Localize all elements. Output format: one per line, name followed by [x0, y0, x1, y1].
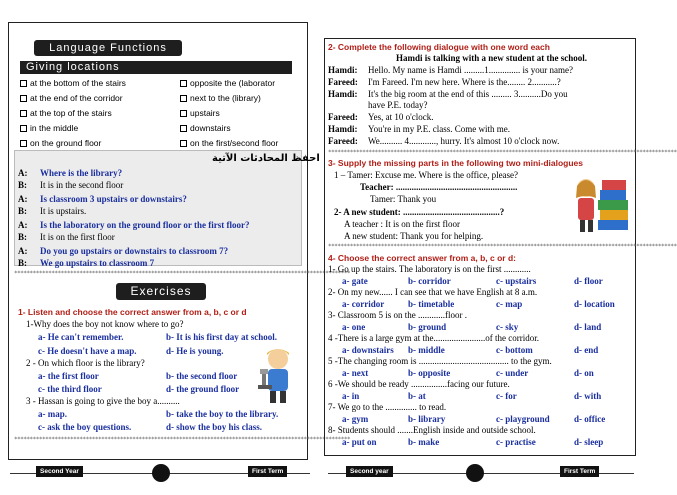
checkbox-icon	[20, 110, 27, 117]
exercise-2-title: 2- Complete the following dialogue with one word each	[328, 42, 550, 52]
dialogue-line: B: It is upstairs.	[18, 206, 87, 216]
mcq-option: a- put on	[342, 437, 377, 447]
divider-stars: ****************************************************************************************************************	[328, 243, 677, 250]
mcq-option: a- in	[342, 391, 360, 401]
dialogue-line: B: It is in the second floor	[18, 180, 124, 190]
mcq-option: b- at	[408, 391, 426, 401]
exercise-2-subtitle: Hamdi is talking with a new student at the school.	[396, 53, 588, 63]
dialogue-line: A: Is classroom 3 upstairs or downstairs?	[18, 194, 187, 204]
language-functions-header: Language Functions	[34, 40, 182, 56]
footer-term-tag: First Term	[248, 466, 287, 477]
mcq-option: c- bottom	[496, 345, 533, 355]
q1-option-b: b- It is his first day at school.	[166, 332, 278, 342]
mcq-option: d- on	[574, 368, 594, 378]
mcq-option: d- end	[574, 345, 599, 355]
location-item: next to the (library)	[180, 93, 261, 103]
dialogue-row: Fareed: Yes, at 10 o'clock.	[328, 112, 434, 122]
q1-option-a: a- He can't remember.	[38, 332, 124, 342]
q2-option-d: d- the ground floor	[166, 384, 240, 394]
divider-stars: ************************************************************************************************************	[14, 436, 351, 443]
mcq-option: c- upstairs	[496, 276, 537, 286]
mcq-question: 6 -We should be ready ................facing our future.	[328, 379, 510, 389]
mcq-question: 2- On my new...... I can see that we have English at 8 a.m.	[328, 287, 538, 297]
mcq-question: 7- We go to the .............. to read.	[328, 402, 447, 412]
q1-option-d: d- He is young.	[166, 346, 224, 356]
location-item: opposite the (laborator	[180, 78, 275, 88]
dialogue-row: Hamdi: It's the big room at the end of this ......... 3..........Do you	[328, 89, 568, 99]
checkbox-icon	[180, 125, 187, 132]
mcq-option: d- office	[574, 414, 606, 424]
dialogue-line: B: We go upstairs to classroom 7	[18, 258, 155, 268]
footer-page-dot	[152, 464, 170, 482]
dialogue-line: A: Is the laboratory on the ground floor or the first floor?	[18, 220, 250, 230]
location-item: downstairs	[180, 123, 231, 133]
footer-year-tag: Second Year	[36, 466, 83, 477]
location-item: on the ground floor	[20, 138, 101, 148]
q3-option-b: b- take the boy to the library.	[166, 409, 279, 419]
mcq-option: a- gym	[342, 414, 369, 424]
checkbox-icon	[20, 125, 27, 132]
question-3: 3 - Hassan is going to give the boy a..........	[26, 396, 180, 406]
dialogue-line: B: It is on the first floor	[18, 232, 115, 242]
dialogue-row: have P.E. today?	[368, 100, 428, 110]
mcq-question: 8- Students should .......English inside and outside school.	[328, 425, 536, 435]
q2-option-c: c- the third floor	[38, 384, 102, 394]
mini-dialogue-line: A teacher : It is on the first floor	[344, 219, 460, 229]
footer-page-dot	[466, 464, 484, 482]
footer-year-tag: Second year	[346, 466, 393, 477]
q2-option-b: b- the second floor	[166, 371, 238, 381]
mcq-question: 5 -The changing room is ........................................ to the gym.	[328, 356, 552, 366]
right-page	[320, 0, 677, 495]
checkbox-icon	[180, 80, 187, 87]
question-2: 2 - On which floor is the library?	[26, 358, 145, 368]
mcq-option: d- sleep	[574, 437, 604, 447]
mcq-option: c- for	[496, 391, 517, 401]
mcq-question: 1- Go up the stairs. The laboratory is on the first ............	[328, 264, 531, 274]
location-item: in the middle	[20, 123, 78, 133]
dialogue-row: Hamdi: You're in my P.E. class. Come with me.	[328, 124, 510, 134]
mcq-option: c- playground	[496, 414, 550, 424]
boy-microscope-illustration	[252, 345, 304, 405]
checkbox-icon	[20, 140, 27, 147]
location-item: at the top of the stairs	[20, 108, 112, 118]
arabic-memorize-label: احفظ المحادثات الآتية	[212, 153, 320, 164]
mcq-option: a- gate	[342, 276, 368, 286]
mcq-option: a- one	[342, 322, 366, 332]
dialogue-row: Fareed: We.......... 4............, hurry. It's almost 10 o'clock now.	[328, 136, 560, 146]
q3-option-c: c- ask the boy questions.	[38, 422, 132, 432]
exercises-header: Exercises	[116, 283, 206, 300]
mcq-option: d- location	[574, 299, 615, 309]
mcq-option: c- practise	[496, 437, 536, 447]
exercise-3-title: 3- Supply the missing parts in the following two mini-dialogues	[328, 158, 584, 168]
exercise-4-title: 4- Choose the correct answer from a, b, c or d:	[328, 253, 516, 263]
mcq-option: b- library	[408, 414, 446, 424]
mcq-option: b- timetable	[408, 299, 455, 309]
mcq-question: 4 -There is a large gym at the.......................of the corridor.	[328, 333, 540, 343]
checkbox-icon	[20, 80, 27, 87]
footer-term-tag: First Term	[560, 466, 599, 477]
mcq-option: c- sky	[496, 322, 519, 332]
mcq-option: b- middle	[408, 345, 445, 355]
mcq-option: a- downstairs	[342, 345, 394, 355]
mini-dialogue-line: Tamer: Thank you	[370, 194, 437, 204]
q3-option-a: a- map.	[38, 409, 67, 419]
mcq-option: b- make	[408, 437, 440, 447]
mini-dialogue-line: 1 – Tamer: Excuse me. Where is the office, please?	[334, 170, 519, 180]
mcq-option: b- opposite	[408, 368, 451, 378]
divider-stars: ************************************************************************************************************	[14, 270, 351, 277]
mini-dialogue-line: A new student: Thank you for helping.	[344, 231, 484, 241]
mcq-option: b- corridor	[408, 276, 451, 286]
mcq-option: d- floor	[574, 276, 603, 286]
location-item: on the first/second floor	[180, 138, 278, 148]
mini-dialogue-line: 2- A new student: ...........................................?	[334, 207, 505, 217]
mini-dialogue-line: Teacher: ......................................................	[360, 182, 518, 192]
dialogue-row: Fareed: I'm Fareed. I'm new here. Where is the........ 2...........?	[328, 77, 561, 87]
mcq-question: 3- Classroom 5 is on the ............floor .	[328, 310, 467, 320]
mcq-option: c- under	[496, 368, 529, 378]
giving-locations-header: Giving locations	[20, 61, 292, 74]
girl-books-illustration	[572, 168, 632, 236]
mcq-option: b- ground	[408, 322, 447, 332]
checkbox-icon	[20, 95, 27, 102]
location-item: at the end of the corridor	[20, 93, 123, 103]
checkbox-icon	[180, 110, 187, 117]
mcq-option: a- corridor	[342, 299, 385, 309]
mcq-option: a- next	[342, 368, 369, 378]
mcq-option: d- with	[574, 391, 602, 401]
q3-option-d: d- show the boy his class.	[166, 422, 263, 432]
checkbox-icon	[180, 140, 187, 147]
divider-stars: ****************************************************************************************************************	[328, 149, 677, 156]
location-item: at the bottom of the stairs	[20, 78, 126, 88]
question-1: 1-Why does the boy not know where to go?	[26, 319, 184, 329]
location-item: upstairs	[180, 108, 220, 118]
q2-option-a: a- the first floor	[38, 371, 99, 381]
dialogue-line: A: Where is the library?	[18, 168, 123, 178]
dialogue-line: A: Do you go upstairs or downstairs to classroom 7?	[18, 246, 229, 256]
mcq-option: c- map	[496, 299, 523, 309]
checkbox-icon	[180, 95, 187, 102]
exercise-1-title: 1- Listen and choose the correct answer from a, b, c or d	[18, 307, 247, 317]
dialogue-row: Hamdi: Hello. My name is Hamdi .........1.............. is your name?	[328, 65, 573, 75]
q1-option-c: c- He doesn't have a map.	[38, 346, 137, 356]
mcq-option: d- land	[574, 322, 602, 332]
